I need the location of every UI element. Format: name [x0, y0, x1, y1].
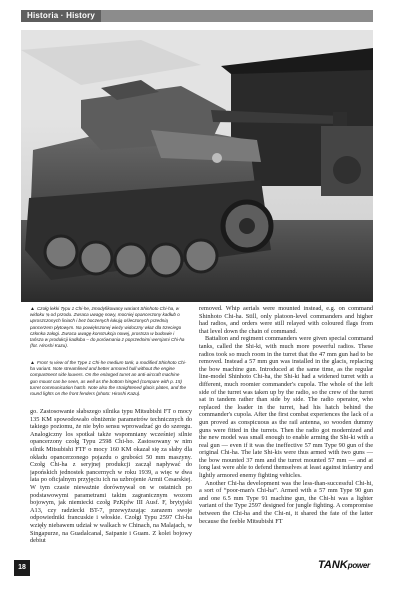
paragraph: go. Zastosowanie słabszego silnika typu Mitsubishi FT o mocy 135 KM spowodowało obniżenie parametrów technicznych do takiego poziomu, że nie było sensu wprowadzać go do szeregu. Analogiczny los spotkał także wspomniany wcześniej silnie opancerzony czołg Typu 2598 Chi-ho. Zastosowany w nim silnik Mitsubishi FTF o mocy 160 KM okazał się za słaby dla okładu opancerzonego pojazdu o grubości 50 mm maszyny. Czołg Chi-ha z seryjnej produkcji zaczął napływać do japońskich jednostek pancernych w roku 1939, a więc w dwa lata po oficjalnym przyjęciu ich na uzbrojenie Armii Cesarskiej. W tym czasie nieważnie dorównywał on w ostatnich po podstawowymi parametrami takim zagranicznym wozom bojowym, jak niemiecki czołg PzKpfw III Ausf. F, brytyjski A13, czy radziecki BT-7, przewyższając zarazem swoje odpowiedniki francuskie i włoskie. Czołgi Typu 2597 Chi-ha wzięły niebawem udział w walkach w Chinach, na Malajach, w Singapurze, na Guadalcanal, Saipanie i Guam. Z kolei bojowy debiut — [30, 408, 192, 545]
magazine-logo: TANKpower — [318, 559, 370, 571]
body-text-polish — [30, 408, 192, 576]
photo-caption-polish: ▲ Czołg lekki Typu 1 Chi-he, zmodyfikowany wariant Shinhoto Chi-ha, w widoku ¾ od przodu. Zwraca uwagę nowy, mocniej opancerzony kadłub o uproszczonych liniach i bez boczenych łukują ośleczonych przednią pancerzem płytowym. Na powiększonej wieży widoczny właz dla trzeciego członka załogi. Zwraca uwagę konstrukcja nowej, prostsza w budowie i tańsza w produkcji kadłuba – do porównania z poprzednimi wersjami Chi-ha (fot. Hiroshi Kazu). — [30, 306, 185, 349]
paragraph: removed. Whip aerials were mounted instead, e.g. on command Shinhoto Chi-ha. Still, only platoon-level commanders and higher had radios, and orders were still relayed with coloured flags from that level down the chain of command. — [199, 305, 373, 335]
paragraph: Battalion and regiment commanders were given special command tanks, called the Shi-ki, with much more powerful radios. These radios took so much room in the turret that the 47 mm gun had to be removed. Instead a 57 mm gun was installed in the glacis, replacing the bow machine gun. Introduced at the same time, as the regular line-model Shinhoto Chi-ha, the Shi-ki had a widened turret with a different, much roomier commander's cupola. The whole of the left side of the turret was taken up by the radio, so the crew of the turret sat in tandem rather than side by side. The radio operator, who replaced the loader in the turret, had his hatch behind the commander's cupola. After the first combat experiences the lack of a gun proved as conspicuous as the rail antenna, so wooden dummy guns were fitted in the turrets. Then the radio got modernized and the new model was small enough to enable arming the Shi-ki with a real gun — even if it was the ineffective 57 mm Type 90 gun of the original Chi-ha. The late Shi-kis were thus armed with two guns — the bow mounted 37 mm and the turret mounted 57 mm — and at long last were able to defend themselves at least against infantry and lightly armored enemy fighting vehicles. — [199, 335, 373, 480]
body-text-english — [199, 305, 373, 580]
tank-photo — [21, 30, 373, 302]
page-number: 18 — [14, 560, 30, 576]
paragraph: Another Chi-ha development was the less-than-successful Chi-hi, a sort of “poor-man's Chi-ha”. Armed with a 57 mm Type 90 gun and one 6.5 mm Type 91 machine gun, the Chi-hi was a lighter variant of the Type 2597 designed for jungle fighting. A compromise between the Chi-ha and the Chi-ni, it shared the fate of the latter because the feeble Mitsubishi FT — [199, 479, 373, 525]
caption-marker-icon: ▲ — [30, 360, 35, 366]
tank-photo-illustration — [21, 30, 373, 302]
section-header-bar — [21, 10, 373, 22]
caption-marker-icon: ▲ — [30, 306, 35, 312]
section-title: Historia · History — [21, 10, 101, 22]
photo-caption-english: ▲ Front ¾ view of the Type 1 Chi-he medium tank, a modified Shinhoto Chi-ha variant. Note streamlined and better armored hull without the engine compartment side louvers. On the enlarged turret an anti-aircraft machine gun mount can be seen, as well as the bottom hinged (compare with p. 15) turret communication hatch. Note also the straightened glacis plates, and the round lights on the front fenders (photo: Hiroshi Kazu). — [30, 360, 187, 397]
